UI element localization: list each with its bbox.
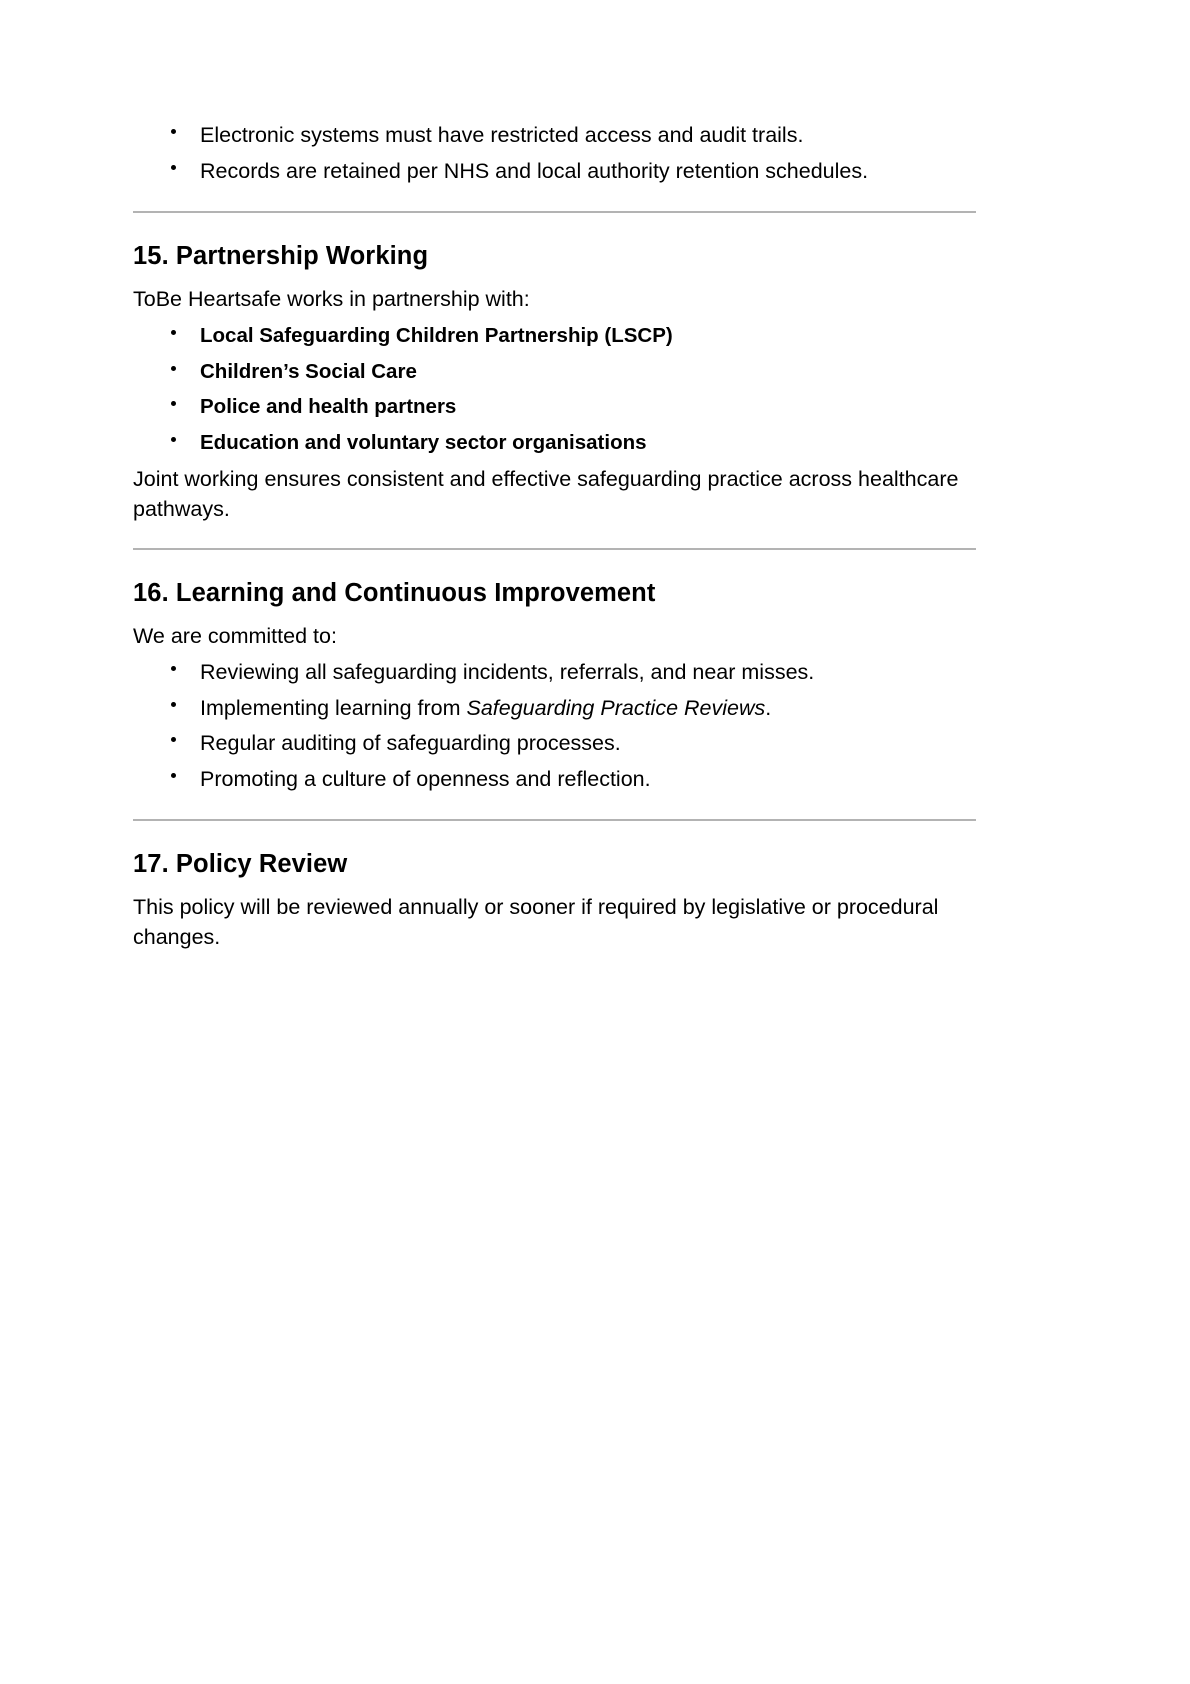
- list-item-label: Police and health partners: [200, 395, 457, 418]
- list-item-label: Local Safeguarding Children Partnership (LSCP): [200, 324, 673, 347]
- list-item-label-prefix: Implementing learning from: [200, 695, 467, 720]
- list-item-label: Regular auditing of safeguarding processes.: [200, 731, 621, 755]
- list-item-label: Children’s Social Care: [200, 359, 417, 383]
- list-item: [133, 726, 978, 762]
- list-item: [133, 118, 978, 154]
- list-item-label: Records are retained per NHS and local authority retention schedules.: [200, 158, 869, 183]
- list-item: [133, 655, 978, 691]
- spacer: [133, 550, 978, 578]
- spacer: [133, 213, 978, 241]
- list-item-label-suffix: .: [765, 695, 772, 720]
- section-heading-15: 15. Partnership Working: [133, 242, 429, 270]
- document-content: [133, 118, 978, 952]
- bullet-icon: [171, 330, 176, 335]
- bullet-icon: [171, 129, 176, 134]
- spacer: [133, 797, 978, 819]
- list-item-label-italic: Safeguarding Practice Reviews: [466, 695, 766, 720]
- list-item: [133, 154, 978, 190]
- spacer: [133, 821, 978, 849]
- list-item-label: Reviewing all safeguarding incidents, referrals, and near misses.: [200, 660, 815, 684]
- bullet-icon: [171, 165, 176, 170]
- bullet-icon: [171, 773, 176, 778]
- list-item: [133, 318, 978, 354]
- list-item: [133, 354, 978, 390]
- partnership-bullet-list: [133, 318, 978, 460]
- section-16-lead-in: We are committed to:: [133, 624, 337, 648]
- section-heading-16: 16. Learning and Continuous Improvement: [133, 579, 656, 607]
- bullet-icon: [171, 702, 176, 707]
- section-15-lead-in: ToBe Heartsafe works in partnership with:: [133, 287, 530, 311]
- bullet-icon: [171, 737, 176, 742]
- spacer: [133, 524, 978, 548]
- section-15-closing-paragraph: Joint working ensures consistent and effective safeguarding practice across healthcare pathways.: [133, 467, 959, 521]
- section-17-closing-paragraph: This policy will be reviewed annually or sooner if required by legislative or procedural changes.: [133, 895, 939, 949]
- list-item: [133, 691, 978, 727]
- list-item-label: Electronic systems must have restricted access and audit trails.: [200, 123, 804, 147]
- bullet-icon: [171, 437, 176, 442]
- list-item-label: Education and voluntary sector organisations: [200, 430, 647, 454]
- bullet-icon: [171, 666, 176, 671]
- records-bullet-list: [133, 118, 978, 189]
- list-item: [133, 762, 978, 798]
- section-heading-17: 17. Policy Review: [133, 850, 348, 878]
- learning-bullet-list: [133, 655, 978, 797]
- list-item: [133, 425, 978, 461]
- list-item: [133, 389, 978, 425]
- bullet-icon: [171, 366, 176, 371]
- spacer: [133, 189, 978, 211]
- list-item-label: Promoting a culture of openness and reflection.: [200, 766, 651, 791]
- bullet-icon: [171, 401, 176, 406]
